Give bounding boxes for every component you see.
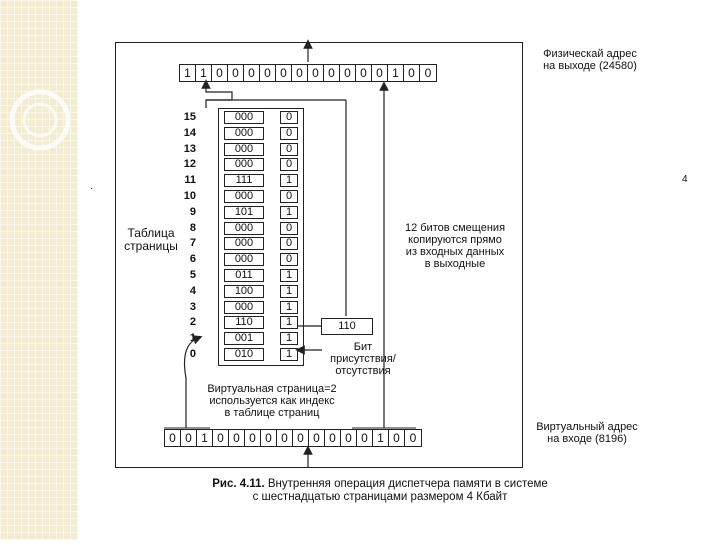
bit-cell: 0 (260, 65, 276, 81)
frame-number: 110 (224, 316, 264, 329)
page-index: 13 (183, 142, 196, 155)
page-index: 4 (189, 284, 196, 297)
present-bit: 0 (280, 253, 298, 266)
bit-cell: 0 (357, 430, 373, 446)
bit-cell: 0 (424, 66, 432, 80)
bit-cell: 0 (372, 65, 388, 81)
caption-line2: с шестнадцатью страницами размером 4 Кбайт (252, 491, 508, 503)
frame-number: 000 (224, 222, 264, 235)
virtual-address-label: Виртуальный адрес на входе (8196) (536, 421, 638, 445)
bit-cell: 1 (388, 65, 404, 81)
frame-number: 010 (224, 348, 264, 361)
present-bit: 1 (280, 174, 298, 187)
present-bit: 1 (280, 269, 298, 282)
virtual-page-note: Виртуальная страница=2 используется как индекс в таблице страниц (207, 383, 337, 419)
bit-cell: 0 (292, 65, 308, 81)
bit-cell: 0 (261, 430, 277, 446)
frame-number: 000 (224, 111, 264, 124)
stray-mark: 4 (682, 174, 688, 185)
bit-cell: 0 (325, 430, 341, 446)
virtual-page-index-arrow (185, 338, 199, 428)
page-index: 14 (183, 126, 196, 139)
bit-cell: 0 (409, 431, 417, 445)
present-bit: 0 (280, 237, 298, 250)
page-table-label: Таблица страницы (124, 226, 178, 253)
bit-cell: 0 (245, 430, 261, 446)
bit-cell: 0 (404, 65, 420, 81)
present-bit: 1 (280, 316, 298, 329)
bit-cell: 0 (276, 65, 292, 81)
offset-note: 12 битов смещения копируются прямо из входных данных в выходные (404, 222, 506, 270)
page-index: 12 (183, 158, 196, 171)
frame-number: 000 (224, 190, 264, 203)
bit-cell: 0 (229, 430, 245, 446)
present-bit-note: Бит присутствия/ отсутствия (330, 341, 396, 377)
bit-cell: 0 (324, 65, 340, 81)
bit-cell: 0 (309, 430, 325, 446)
frame-number: 000 (224, 301, 264, 314)
offset-box: 110 (321, 318, 373, 335)
frame-number: 001 (224, 332, 264, 345)
bit-cell: 1 (373, 430, 389, 446)
frame-to-output-arrow (206, 84, 232, 108)
page-index: 3 (189, 300, 196, 313)
caption-line1: Внутренняя операция диспетчера памяти в системе (264, 478, 548, 490)
frame-number: 000 (224, 143, 264, 156)
stray-dot: · (90, 183, 94, 194)
frame-number: 000 (224, 158, 264, 171)
present-bit: 1 (280, 301, 298, 314)
page-index: 6 (189, 253, 196, 266)
bit-cell: 0 (181, 430, 197, 446)
present-bit: 0 (280, 158, 298, 171)
page-index: 2 (189, 316, 196, 329)
bit-cell: 0 (340, 65, 356, 81)
present-bit: 1 (280, 332, 298, 345)
page-index: 11 (184, 174, 196, 187)
bit-cell: 0 (212, 65, 228, 81)
present-bit: 0 (280, 111, 298, 124)
present-bit: 0 (280, 143, 298, 156)
present-bit: 0 (280, 127, 298, 140)
frame-number: 000 (224, 237, 264, 250)
page-index: 9 (189, 205, 196, 218)
page-index: 5 (189, 268, 196, 281)
present-bit: 0 (280, 222, 298, 235)
frame-number: 100 (224, 285, 264, 298)
present-bit: 0 (280, 190, 298, 203)
bit-cell: 1 (197, 430, 213, 446)
page-index: 10 (183, 189, 196, 202)
bit-cell: 0 (293, 430, 309, 446)
frame-number: 111 (224, 174, 264, 187)
frame-number: 101 (224, 206, 264, 219)
bit-cell: 1 (180, 65, 196, 81)
bit-cell: 0 (356, 65, 372, 81)
bit-cell: 0 (165, 430, 181, 446)
frame-number: 000 (224, 127, 264, 140)
bit-cell: 0 (244, 65, 260, 81)
bit-cell: 1 (196, 65, 212, 81)
present-bit: 1 (280, 206, 298, 219)
bit-cell: 0 (389, 430, 405, 446)
page-index: 0 (189, 347, 196, 360)
present-bit: 1 (280, 348, 298, 361)
page-index: 8 (189, 221, 196, 234)
frame-number: 011 (224, 269, 264, 282)
present-bit: 1 (280, 285, 298, 298)
caption-prefix: Рис. 4.11. (212, 478, 265, 490)
bit-cell: 0 (308, 65, 324, 81)
physical-address-label: Физическай адрес на выходе (24580) (543, 48, 637, 72)
bit-cell: 0 (213, 430, 229, 446)
page-index: 15 (183, 111, 196, 123)
page-index: 7 (189, 237, 196, 250)
bit-cell: 0 (277, 430, 293, 446)
frame-number: 000 (224, 253, 264, 266)
bit-cell: 0 (341, 430, 357, 446)
bit-cell: 0 (228, 65, 244, 81)
page-index: 1 (189, 332, 196, 345)
